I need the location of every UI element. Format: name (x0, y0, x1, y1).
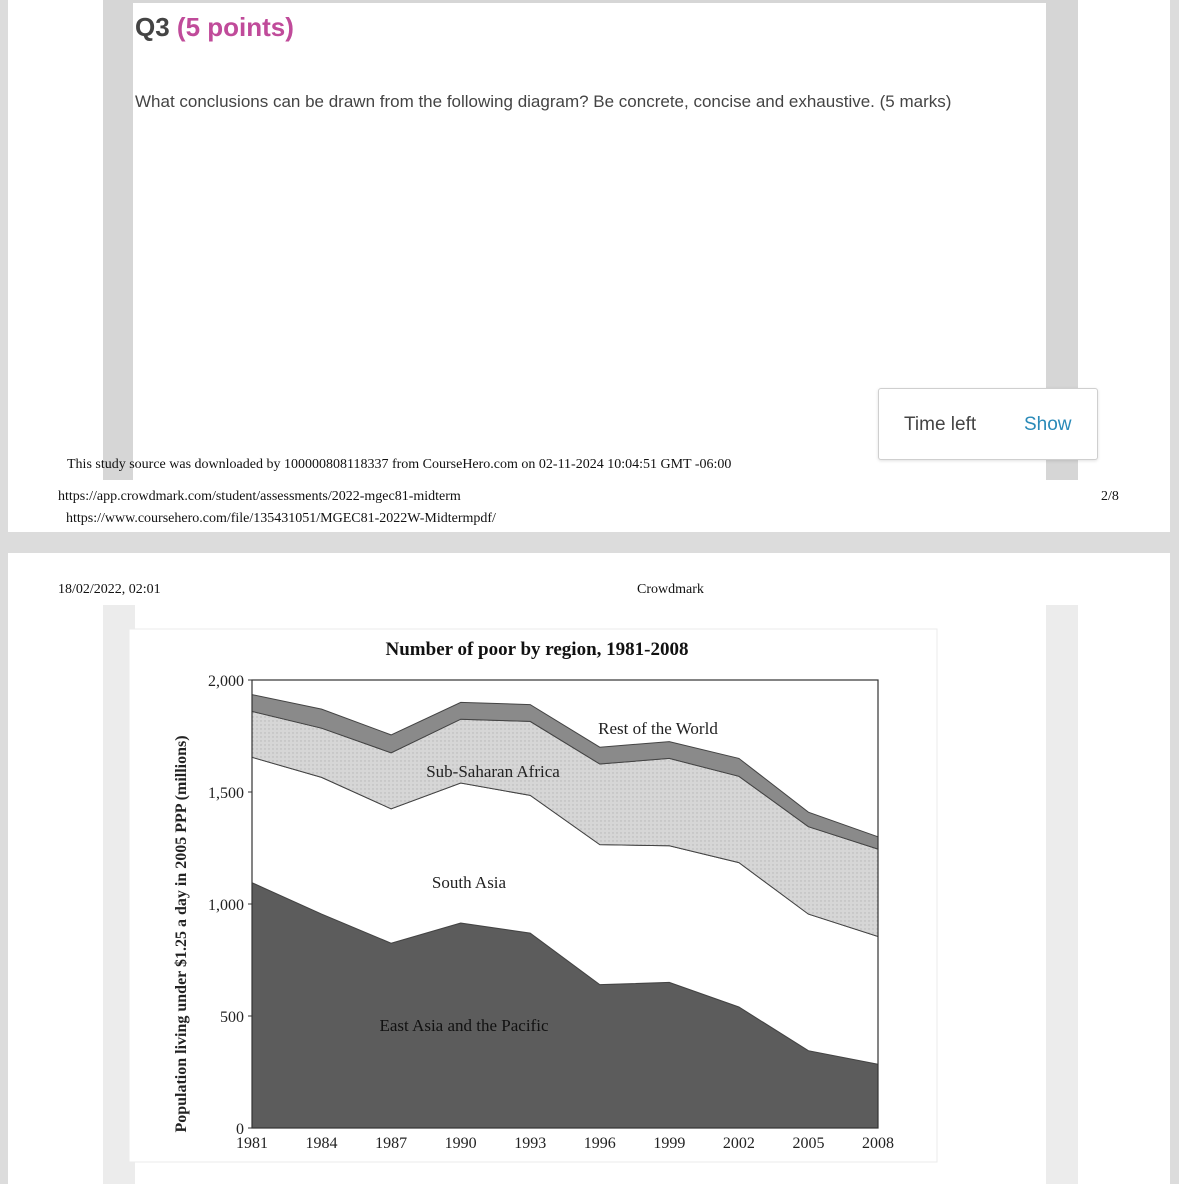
y-tick-label: 2,000 (208, 673, 244, 690)
left-gray-margin (103, 0, 133, 480)
pdf-page-2 (8, 553, 1170, 1184)
right-gray-margin-2 (1046, 605, 1078, 1184)
print-datetime: 18/02/2022, 02:01 (58, 582, 161, 597)
question-number: Q3 (135, 12, 170, 42)
show-time-button[interactable]: Show (1024, 414, 1072, 435)
time-left-widget (878, 388, 1098, 460)
print-site-name: Crowdmark (637, 582, 704, 597)
top-gray-border (133, 0, 1046, 3)
x-tick-label: 2002 (722, 1135, 755, 1152)
y-tick-label: 1,500 (208, 785, 244, 802)
x-tick-label: 1990 (444, 1135, 477, 1152)
x-tick-label: 1996 (583, 1135, 616, 1152)
y-tick-label: 1,000 (208, 897, 244, 914)
y-tick-label: 0 (236, 1121, 244, 1138)
question-title (135, 12, 294, 43)
poverty-chart (128, 628, 938, 1168)
series-label-rest-of-world: Rest of the World (598, 719, 718, 738)
x-tick-label: 1987 (375, 1135, 408, 1152)
pdf-page-1 (8, 0, 1170, 532)
x-tick-label: 1993 (514, 1135, 547, 1152)
series-label-south-asia: South Asia (431, 873, 507, 892)
x-tick-label: 1999 (653, 1135, 686, 1152)
chart-title: Number of poor by region, 1981-2008 (385, 639, 689, 660)
x-tick-label: 1984 (305, 1135, 338, 1152)
page-number: 2/8 (1101, 489, 1119, 504)
y-tick-label: 500 (220, 1009, 244, 1026)
y-axis-label: Population living under $1.25 a day in 2005 PPP (millions) (173, 735, 190, 1133)
x-tick-label: 2005 (792, 1135, 825, 1152)
question-points: (5 points) (176, 12, 294, 42)
series-label-east-asia-pacific: East Asia and the Pacific (379, 1016, 549, 1035)
x-tick-label: 2008 (862, 1135, 894, 1152)
time-left-label: Time left (904, 414, 977, 435)
question-text: What conclusions can be drawn from the following diagram? Be concrete, concise and exhaustive. (5 marks) (135, 92, 952, 111)
coursehero-url[interactable]: https://www.coursehero.com/file/135431051/MGEC81-2022W-Midtermpdf/ (66, 511, 496, 526)
series-label-sub-saharan-africa: Sub-Saharan Africa (426, 762, 560, 781)
download-notice: This study source was downloaded by 100000808118337 from CourseHero.com on 02-11-2024 10:04:51 GMT -06:00 (67, 457, 732, 472)
crowdmark-url[interactable]: https://app.crowdmark.com/student/assessments/2022-mgec81-midterm (58, 489, 461, 504)
x-tick-label: 1981 (236, 1135, 268, 1152)
